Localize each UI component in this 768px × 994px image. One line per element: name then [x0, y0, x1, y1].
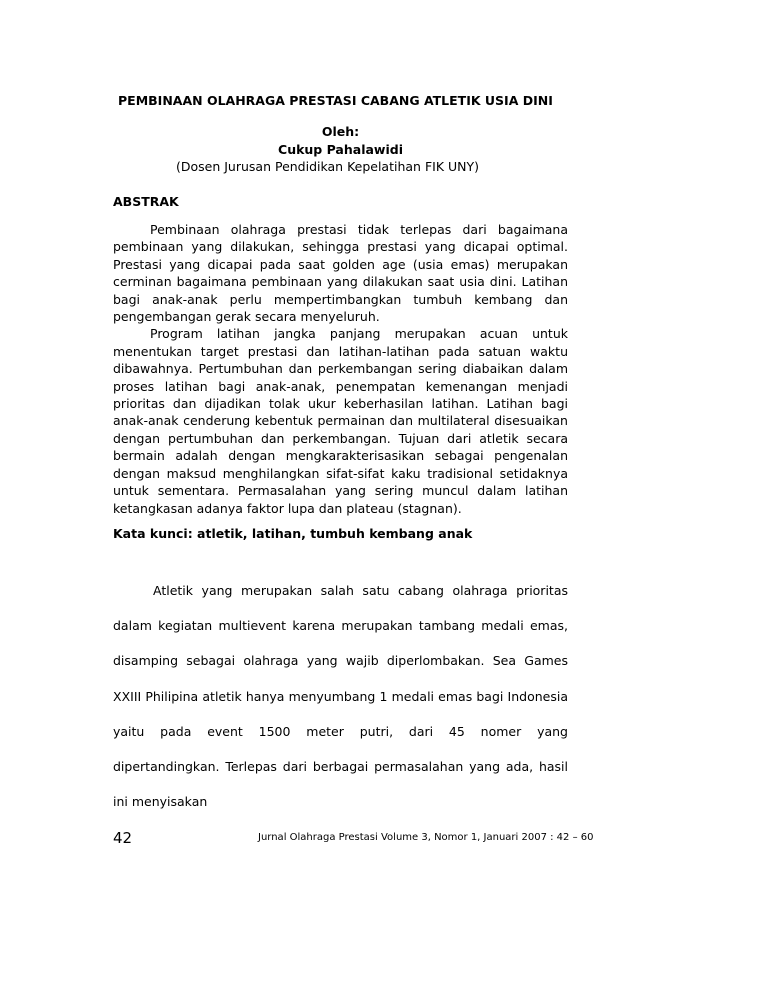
article-title: PEMBINAAN OLAHRAGA PRESTASI CABANG ATLETIK USIA DINI — [118, 93, 553, 108]
abstract-paragraph: Program latihan jangka panjang merupakan acuan untuk menentukan target prestasi dan latihan-latihan pada satuan waktu dibawahnya. Pertumbuhan dan perkembangan sering diabaikan dalam proses latihan bagi anak-anak, penempatan kemenangan menjadi prioritas dan dijadikan tolak ukur keberhasilan latihan. Latihan bagi anak-anak cenderung kebentuk permainan dan multilateral disesuaikan dengan pertumbuhan dan perkembangan. Tujuan dari atletik secara bermain adalah dengan mengkarakterisasikan sebagai pengenalan dengan maksud menghilangkan sifat-sifat kaku tradisional setidaknya untuk sementara. Permasalahan yang sering muncul dalam latihan ketangkasan adanya faktor lupa dan plateau (stagnan). — [113, 326, 568, 516]
body-paragraph: Atletik yang merupakan salah satu cabang olahraga prioritas dalam kegiatan multievent karena merupakan tambang medali emas, disamping sebagai olahraga yang wajib diperlombakan. Sea Games XXIII Philipina atletik hanya menyumbang 1 medali emas bagi Indonesia yaitu pada event 1500 meter putri, dari 45 nomer yang dipertandingkan. Terlepas dari berbagai permasalahan yang ada, hasil ini menyisakan — [113, 583, 568, 810]
by-label: Oleh: — [321, 124, 360, 139]
author-name: Cukup Pahalawidi — [278, 142, 403, 157]
keywords: Kata kunci: atletik, latihan, tumbuh kembang anak — [113, 526, 473, 541]
page-number: 42 — [113, 829, 133, 847]
journal-citation: Jurnal Olahraga Prestasi Volume 3, Nomor 1, Januari 2007 : 42 – 60 — [258, 832, 594, 843]
abstract-body — [113, 221, 568, 517]
abstract-heading: ABSTRAK — [113, 194, 179, 209]
abstract-paragraph: Pembinaan olahraga prestasi tidak terlepas dari bagaimana pembinaan yang dilakukan, sehingga prestasi yang dicapai optimal. Prestasi yang dicapai pada saat golden age (usia emas) merupakan cerminan bagaimana pembinaan yang dilakukan saat usia dini. Latihan bagi anak-anak perlu mempertimbangkan tumbuh kembang dan pengembangan gerak secara menyeluruh. — [113, 222, 568, 325]
author-affiliation: (Dosen Jurusan Pendidikan Kepelatihan FIK UNY) — [175, 159, 479, 174]
